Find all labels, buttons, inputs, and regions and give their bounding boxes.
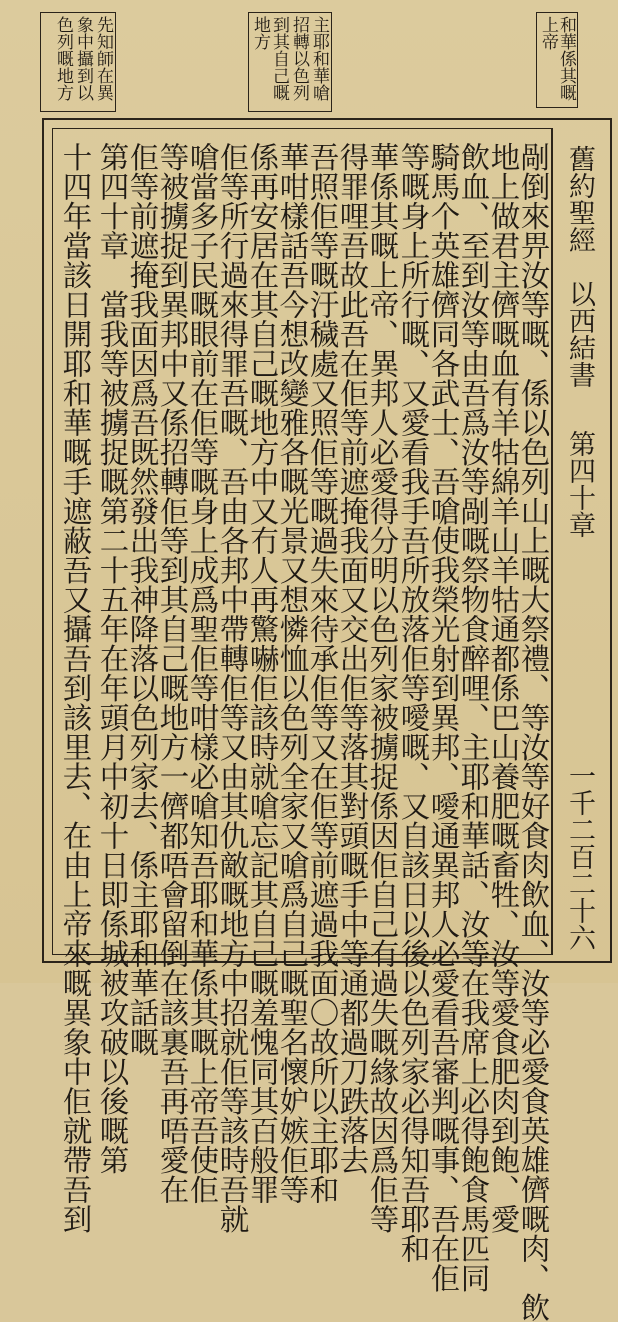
text-column: 騎馬个英雄儕同各武士、吾嗆使我榮光射到異邦、噯通異邦人必愛看吾審判嘅事、吾在佢 [426, 142, 461, 1293]
page-number: 一千二百二十六 [564, 762, 595, 951]
text-column: 華咁樣話吾今想改變雅各嘅光景又想憐恤以色列全家又嗆爲自己嘅聖名懷妒嫉佢等 [275, 142, 310, 1204]
text-column: 係再安居在其自己嘅地方中又冇人再驚嚇佢該時就嗆忘記其自己嘅羞愧同其百般罪 [245, 142, 280, 1204]
text-column: 佢等所行過來得罪吾嘅、吾由各邦中帶轉佢等又由其仇敵嘅地方中招就佢等該時吾就 [215, 142, 250, 1234]
text-column: 吾照佢等嘅汙穢處又照佢等嘅過失來待承佢等又在佢等前遮過我面〇故所以主耶和 [305, 142, 340, 1204]
text-column: 華係其嘅上帝、異邦人必愛得分明以色列家被擄捉係因佢自己有過失嘅緣故因爲佢等 [365, 142, 400, 1234]
text-column: 等嘅身上所行嘅、又愛看我手吾所放落佢等噯嘅、又自該日以後以色列家必得知吾耶和 [396, 142, 431, 1263]
annotation-3-line-1: 先知師在異 [93, 16, 113, 101]
text-column: 嗆當多子民嘅眼前在佢等嘅身上成爲聖佢等咁樣必嗆知吾耶和華係其嘅上帝吾使佢 [185, 142, 220, 1204]
header-divider [552, 128, 553, 955]
text-column: 佢等前遮掩我面因爲吾既然發出我神降落以色列家去、係主耶和華話嘅 [125, 142, 160, 1057]
text-column: 飲血、至到汝等由吾爲汝等剮嘅祭物食醉哩、主耶和華話、汝等在我席上必得飽食馬匹同 [456, 142, 491, 1293]
annotation-2-line-1: 主耶和華嗆 [309, 16, 329, 101]
book-title: 舊約聖經 以西結書 [564, 145, 595, 388]
chapter-heading: 第四十章 [564, 430, 595, 538]
annotation-2-line-4: 地方 [250, 16, 270, 50]
annotation-2-line-2: 招轉以色列 [289, 16, 309, 101]
annotation-3-line-2: 象中攝到以 [73, 16, 93, 101]
text-column: 等被擄捉到異邦中又係招轉佢等到其自己嘅地方一儕都唔會留倒在該裏吾再唔愛在 [155, 142, 190, 1204]
text-column: 地上做君主儕嘅血有羊牯綿羊山羊牯通都係巴山養肥嘅畜牲、汝等愛食肥肉到飽、愛 [486, 142, 521, 1234]
annotation-1-line-2: 上帝 [538, 16, 558, 50]
annotation-2-line-3: 到其自己嘅 [269, 16, 289, 101]
annotation-1-line-1: 和華係其嘅 [556, 16, 576, 101]
text-column: 剮倒來畀汝等嘅、係以色列山上嘅大祭禮、等汝等好食肉飲血、汝等必愛食英雄儕嘅肉、飲 [516, 142, 551, 1322]
text-column: 十四年當該日開耶和華嘅手遮蔽吾又攝吾到該里去、在由上帝來嘅異象中佢就帶吾到 [58, 142, 93, 1234]
annotation-3-line-3: 色列嘅地方 [53, 16, 73, 101]
text-column: 得罪哩吾故此吾在佢等前遮掩我面又交出佢等落其對頭嘅手中等通都過刀跌落去 [335, 142, 370, 1175]
chapter-start-column: 第四十章 當我等被擄捉嘅第二十五年在年頭月中初十日即係城被攻破以後嘅第 [95, 142, 130, 1175]
